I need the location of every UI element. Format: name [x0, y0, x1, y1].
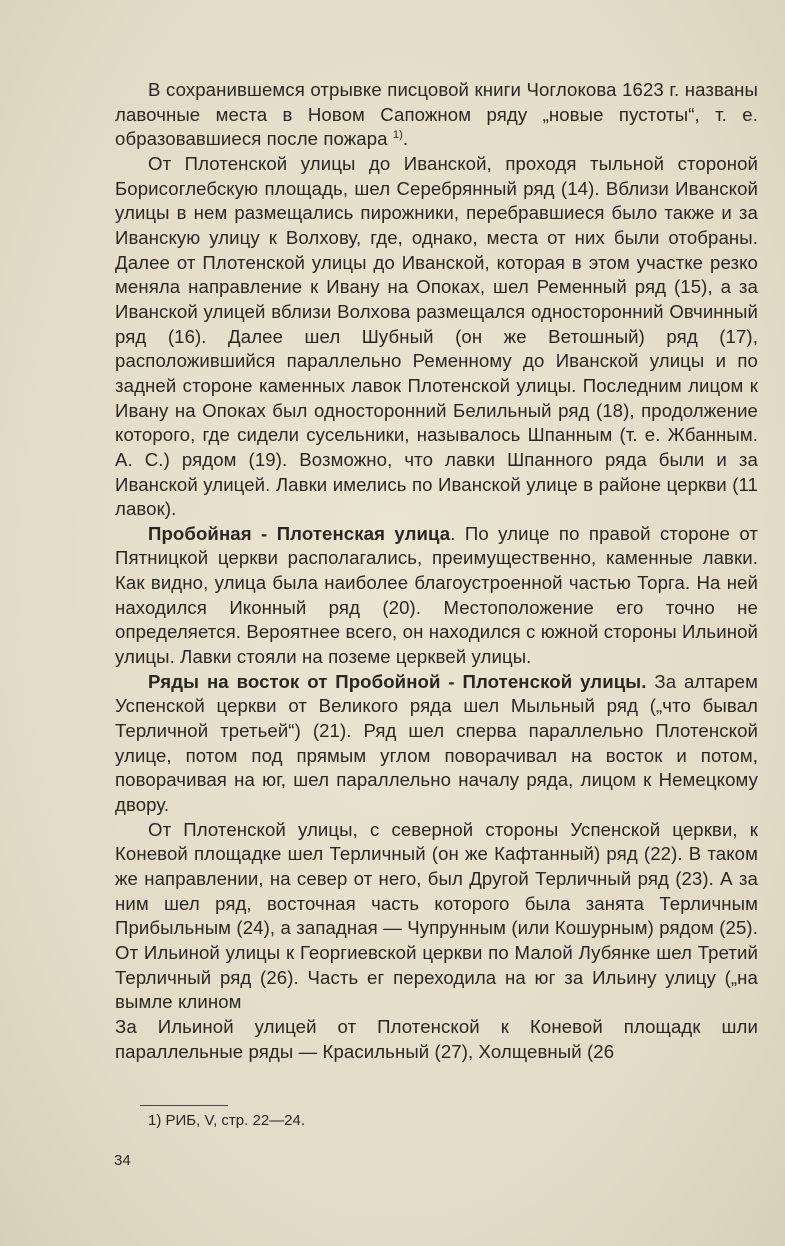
paragraph-text: От Плотенской улицы, с северной стороны Успенской церкви, к Коневой площадке шел Терличный (он же Кафтанный) ряд (22). В таком же направлении, на север от него, был Другой Терличный ряд (23). А за ним шел ряд, восточная часть которого была занята Терличным Прибыльным (24), а западная — Чупрунным (или Кошурным) рядом (25). От Ильиной улицы к Георгиевской церкви по Малой Лубянке шел Третий Терличный ряд (26). Часть ег переходила на юг за Ильину улицу („на вымле клином	[115, 818, 758, 1013]
paragraph-text: В сохранившемся отрывке писцовой книги Чоглокова 1623 г. названы лавочные места в Новом Сапожном ряду „новые пустоты“, т. е. образовавшиеся после пожара	[115, 79, 758, 150]
section-heading: Пробойная - Плотенская улица	[148, 522, 451, 544]
paragraph	[115, 78, 758, 152]
paragraph-text: За алтарем Успенской церкви от Великого ряда шел Мыльный ряд („что бывал Терличной третьей“) (21). Ряд шел сперва параллельно Плотенской улице, потом под прямым углом поворачивал на восток и потом, поворачивая на юг, шел параллельно началу ряда, лицом к Немецкому двору.	[115, 670, 758, 816]
paragraph	[115, 522, 758, 670]
paragraph-text: От Плотенской улицы до Иванской, проходя тыльной стороной Борисоглебскую площадь, шел Серебрянный ряд (14). Вблизи Иванской улицы в нем размещались пирожники, перебравшиеся было также и за Иванскую улицу к Волхову, где, однако, места от них были отобраны. Далее от Плотенской улицы до Иванской, которая в этом участке резко меняла направление к Ивану на Опоках, шел Ременный ряд (15), а за Иванской улицей вблизи Волхова размещался односторонний Овчинный ряд (16). Далее шел Шубный (он же Ветошный) ряд (17), расположившийся параллельно Ременному до Иванской улицы и по задней стороне каменных лавок Плотенской улицы. Последним лицом к Ивану на Опоках был односторонний Белильный ряд (18), продолжение которого, где сидели сусельники, называлось Шпанным (т. е. Жбанным. А. С.) рядом (19). Возможно, что лавки Шпанного ряда были и за Иванской улицей. Лавки имелись по Иванской улице в районе церкви (11 лавок).	[115, 152, 758, 520]
body-text	[115, 78, 758, 1064]
footnote-marker: 1)	[392, 129, 403, 142]
paragraph	[115, 152, 758, 522]
footnote-divider	[140, 1105, 228, 1106]
paragraph	[115, 670, 758, 818]
page-number: 34	[114, 1152, 131, 1169]
paragraph	[115, 818, 758, 1015]
paragraph-text: .	[402, 128, 409, 150]
paragraph-text: . По улице по правой стороне от Пятницкой церкви располагались, преимущественно, каменные лавки. Как видно, улица была наиболее благоустроенной частью Торга. На ней находился Иконный ряд (20). Местоположение его точно не определяется. Вероятнее всего, он находился с южной стороны Ильиной улицы. Лавки стояли на поземе церквей улицы.	[115, 522, 758, 668]
section-heading: Ряды на восток от Пробойной - Плотенской улицы.	[148, 670, 647, 692]
paragraph-text: За Ильиной улицей от Плотенской к Коневой площадк шли параллельные ряды — Красильный (27), Холщевный (26	[115, 1015, 758, 1062]
paragraph	[115, 1015, 758, 1064]
footnote: 1) РИБ, V, стр. 22—24.	[148, 1112, 306, 1129]
